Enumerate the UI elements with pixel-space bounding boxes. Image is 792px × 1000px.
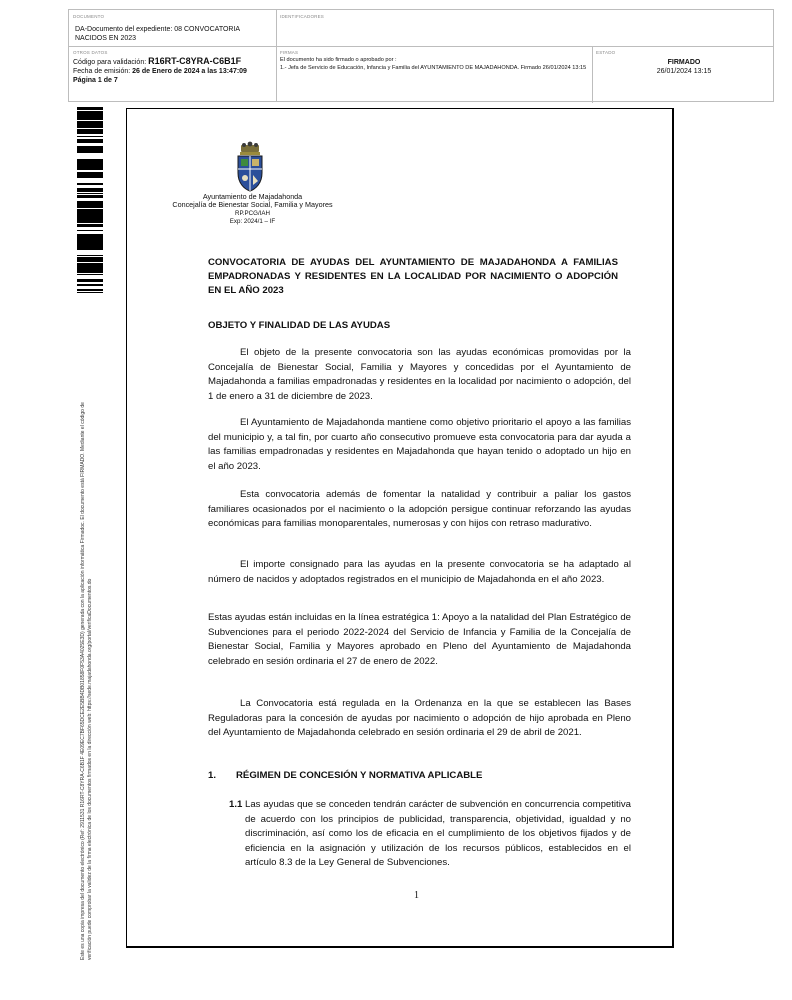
document-header: [68, 9, 774, 102]
verification-sidebar-text: [80, 300, 93, 960]
otros-datos-caption: OTROS DATOS: [73, 50, 108, 55]
verification-line-1: Este es una copia impresa del documento electrónico (Ref: 2911531 R16RT-C8YRA-C6B1F 4E09EC7BF65DCE2E5BB4DB01858F0F53A4025E3D) generada con la aplicación informática Firmadoc. El documento está FIRMADO. Mediante el código de: [80, 402, 86, 960]
paragraph-4: El importe consignado para las ayudas en la presente convocatoria se ha adaptado al número de nacidos y adoptados registrados en el municipio de Majadahonda en el año 2023.: [208, 559, 631, 585]
section-heading-objeto: OBJETO Y FINALIDAD DE LAS AYUDAS: [208, 320, 391, 331]
subsection-number-1-1: 1.1: [229, 799, 243, 810]
section-heading-regimen: RÉGIMEN DE CONCESIÓN Y NORMATIVA APLICABLE: [236, 770, 483, 781]
page-number: 1: [414, 890, 419, 901]
divider: [592, 46, 593, 103]
paragraph-2: El Ayuntamiento de Majadahonda mantiene como objetivo prioritario el apoyo a las familias del municipio y, a tal fin, por cuarto año consecutivo promueve esta convocatoria para dar ayuda a las familias empadronadas y residentes en Majadahonda que hayan tenido o adoptado un hijo en el año 2023.: [208, 417, 631, 472]
fecha-label: Fecha de emisión:: [73, 68, 131, 75]
codigo-value: R16RT-C8YRA-C6B1F: [148, 56, 242, 66]
documento-caption: DOCUMENTO: [73, 14, 105, 19]
fecha-emision: [73, 67, 273, 76]
firmas-text: El documento ha sido firmado o aprobado por :: [280, 57, 397, 63]
barcode: [77, 107, 103, 293]
otros-datos-cell: [73, 50, 273, 85]
document-title: CONVOCATORIA DE AYUDAS DEL AYUNTAMIENTO DE MAJADAHONDA A FAMILIAS EMPADRONADAS Y RESIDENTES EN LA LOCALIDAD POR NACIMIENTO O ADOPCIÓN EN EL AÑO 2023: [208, 257, 618, 296]
municipal-crest-icon: [234, 141, 266, 193]
org-name: Ayuntamiento de Majadahonda: [202, 192, 303, 201]
documento-cell: [73, 14, 273, 43]
verification-line-2: verificación puede comprobar la validez de la firma electrónica de los documentos firmados en la dirección web: https://sede.majadahonda.org/portal/verificaDocumentos.do: [86, 578, 93, 960]
estado-caption: ESTADO: [596, 50, 616, 55]
org-department: Concejalía de Bienestar Social, Familia y Mayores: [172, 200, 333, 209]
codigo-label: Código para validación:: [73, 59, 147, 66]
firmas-detail: 1.- Jefa de Servicio de Educación, Infancia y Familia del AYUNTAMIENTO DE MAJADAHONDA. Firmado 26/01/2024 13:15: [280, 64, 587, 71]
codigo-validacion: [73, 57, 273, 67]
identificadores-caption: IDENTIFICADORES: [280, 14, 325, 19]
pagina-indicator: Página 1 de 7: [73, 77, 118, 84]
org-expediente: Exp: 2024/1 – IF: [229, 218, 276, 225]
paragraph-5: Estas ayudas están incluidas en la línea estratégica 1: Apoyo a la natalidad del Plan Estratégico de Subvenciones para el periodo 2022-2024 del Servicio de Infancia y Familia de la Concejalía de Bienestar Social, Familia y Mayores aprobado en Pleno del Ayuntamiento de Majadahonda celebrado en sesión ordinaria el 27 de enero de 2022.: [208, 612, 631, 667]
estado-cell: [596, 50, 772, 76]
estado-date: 26/01/2024 13:15: [656, 68, 712, 75]
divider: [69, 46, 773, 47]
documento-value: DA-Documento del expediente: 08 CONVOCATORIA NACIDOS EN 2023: [75, 26, 240, 42]
estado-value: FIRMADO: [667, 59, 701, 66]
paragraph-3: Esta convocatoria además de fomentar la natalidad y contribuir a paliar los gastos familiares ocasionados por el nacimiento o la adopción persigue continuar reforzando las ayudas económicas para familias monoparentales, numerosas y con hijos con retraso madurativo.: [208, 489, 631, 530]
paragraph-1: El objeto de la presente convocatoria son las ayudas económicas promovidas por la Concejalía de Bienestar Social, Familia y Mayores y concedidas por el Ayuntamiento de Majadahonda a familias empadronadas y residentes en la localidad por nacimiento o adopción, del 1 de enero a 31 de diciembre de 2023.: [208, 347, 631, 402]
section-number-1: 1.: [208, 770, 217, 781]
subsection-1-1-text: Las ayudas que se conceden tendrán carácter de subvención en concurrencia competitiva de acuerdo con los principios de publicidad, transparencia, objetividad, igualdad y no discriminación, así como los de eficacia en el cumplimiento de los objetivos fijados y de eficiencia en la asignación y utilización de los recursos públicos, establecidos en el artículo 8.3 de la Ley General de Subvenciones.: [245, 799, 631, 869]
fecha-value: 26 de Enero de 2024 a las 13:47:09: [132, 68, 247, 75]
paragraph-6: La Convocatoria está regulada en la Ordenanza en la que se establecen las Bases Reguladoras para la concesión de ayudas por nacimiento o adopción de hijo aprobada en Pleno del Ayuntamiento de Majadahonda celebrado en sesión ordinaria el 29 de abril de 2021.: [208, 698, 631, 739]
firmas-caption: FIRMAS: [280, 50, 299, 55]
firmas-cell: [280, 50, 588, 72]
divider: [276, 10, 277, 101]
org-reference: RP.PCG/IAH: [235, 210, 270, 217]
identificadores-cell: [280, 14, 324, 19]
